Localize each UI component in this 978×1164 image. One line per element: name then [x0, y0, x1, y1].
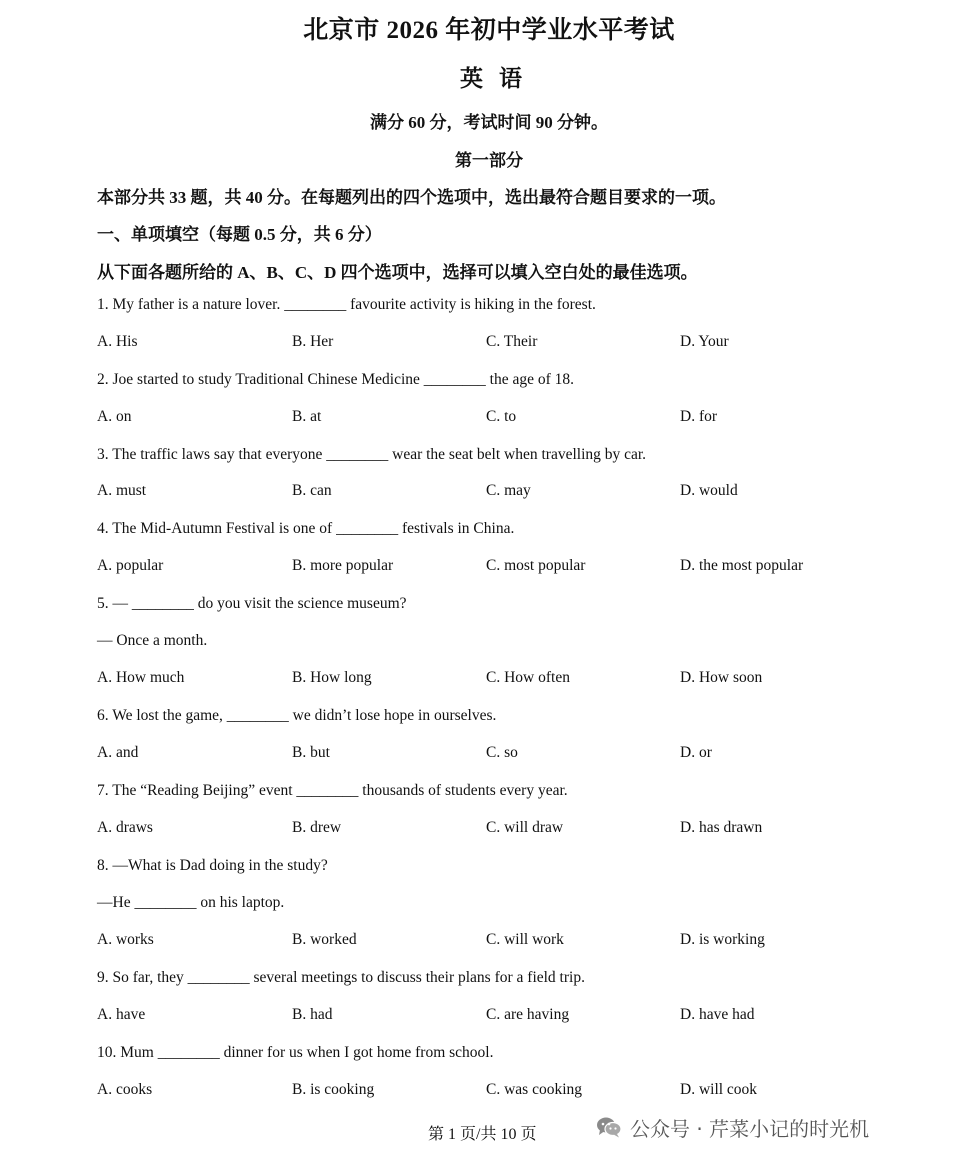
page-number: 第 1 页/共 10 页 — [428, 1126, 537, 1143]
option-a: A. cooks — [97, 1081, 153, 1098]
subject-title: 英语 — [460, 66, 538, 91]
question-8-reply: —He ________ on his laptop. — [97, 894, 285, 911]
wechat-icon — [596, 1116, 622, 1138]
section-heading: 一、单项填空（每题 0.5 分，共 6 分） — [97, 225, 382, 244]
option-c: C. Their — [486, 333, 538, 350]
option-d: D. the most popular — [680, 557, 804, 574]
question-1-stem: 1. My father is a nature lover. ________ favourite activity is hiking in the forest. — [97, 296, 596, 313]
option-c: C. to — [486, 408, 517, 425]
option-c: C. How often — [486, 669, 570, 686]
option-b: B. had — [292, 1006, 333, 1023]
question-3-options — [97, 482, 897, 504]
option-a: A. must — [97, 482, 147, 499]
option-b: B. worked — [292, 931, 357, 948]
section-intro: 本部分共 33 题，共 40 分。在每题列出的四个选项中，选出最符合题目要求的一项。 — [97, 188, 726, 207]
option-b: B. but — [292, 744, 330, 761]
part-heading: 第一部分 — [455, 151, 523, 170]
option-b: B. Her — [292, 333, 334, 350]
question-7-options — [97, 819, 897, 841]
question-8-stem: 8. —What is Dad doing in the study? — [97, 857, 328, 874]
watermark-text: 公众号 · 芹菜小记的时光机 — [630, 1116, 870, 1141]
wechat-icon-svg — [596, 1116, 622, 1138]
question-9-options — [97, 1006, 897, 1028]
option-d: D. for — [680, 408, 718, 425]
option-c: C. may — [486, 482, 531, 499]
question-5-reply: — Once a month. — [97, 632, 208, 649]
option-d: D. Your — [680, 333, 729, 350]
option-c: C. so — [486, 744, 518, 761]
question-5-stem: 5. — ________ do you visit the science museum? — [97, 595, 407, 612]
option-a: A. have — [97, 1006, 146, 1023]
option-a: A. How much — [97, 669, 185, 686]
option-c: C. was cooking — [486, 1081, 583, 1098]
question-4-stem: 4. The Mid-Autumn Festival is one of ________ festivals in China. — [97, 520, 515, 537]
question-2-stem: 2. Joe started to study Traditional Chinese Medicine ________ the age of 18. — [97, 371, 574, 388]
question-1-options — [97, 333, 897, 355]
option-d: D. has drawn — [680, 819, 763, 836]
option-b: B. drew — [292, 819, 342, 836]
option-a: A. draws — [97, 819, 153, 836]
question-4-options — [97, 557, 897, 579]
option-a: A. and — [97, 744, 139, 761]
question-6-stem: 6. We lost the game, ________ we didn’t lose hope in ourselves. — [97, 707, 497, 724]
option-a: A. His — [97, 333, 138, 350]
option-b: B. can — [292, 482, 332, 499]
option-d: D. How soon — [680, 669, 763, 686]
option-a: A. on — [97, 408, 132, 425]
option-d: D. would — [680, 482, 738, 499]
option-c: C. are having — [486, 1006, 570, 1023]
question-10-options — [97, 1081, 897, 1103]
option-d: D. is working — [680, 931, 765, 948]
option-b: B. is cooking — [292, 1081, 375, 1098]
option-b: B. at — [292, 408, 322, 425]
option-c: C. most popular — [486, 557, 586, 574]
option-d: D. or — [680, 744, 712, 761]
question-8-options — [97, 931, 897, 953]
option-b: B. more popular — [292, 557, 394, 574]
option-c: C. will work — [486, 931, 564, 948]
question-3-stem: 3. The traffic laws say that everyone ________ wear the seat belt when travelling by car. — [97, 446, 647, 463]
exam-title: 北京市 2026 年初中学业水平考试 — [303, 17, 675, 44]
score-time-line: 满分 60 分，考试时间 90 分钟。 — [370, 113, 608, 132]
question-5-options — [97, 669, 897, 691]
option-a: A. works — [97, 931, 154, 948]
option-b: B. How long — [292, 669, 372, 686]
watermark — [596, 1111, 869, 1143]
option-d: D. will cook — [680, 1081, 758, 1098]
section-instruction: 从下面各题所给的 A、B、C、D 四个选项中，选择可以填入空白处的最佳选项。 — [97, 263, 698, 282]
option-a: A. popular — [97, 557, 164, 574]
option-c: C. will draw — [486, 819, 564, 836]
question-6-options — [97, 744, 897, 766]
question-10-stem: 10. Mum ________ dinner for us when I got home from school. — [97, 1044, 494, 1061]
question-7-stem: 7. The “Reading Beijing” event ________ thousands of students every year. — [97, 782, 568, 799]
option-d: D. have had — [680, 1006, 755, 1023]
question-9-stem: 9. So far, they ________ several meetings to discuss their plans for a field trip. — [97, 969, 585, 986]
question-2-options — [97, 408, 897, 430]
